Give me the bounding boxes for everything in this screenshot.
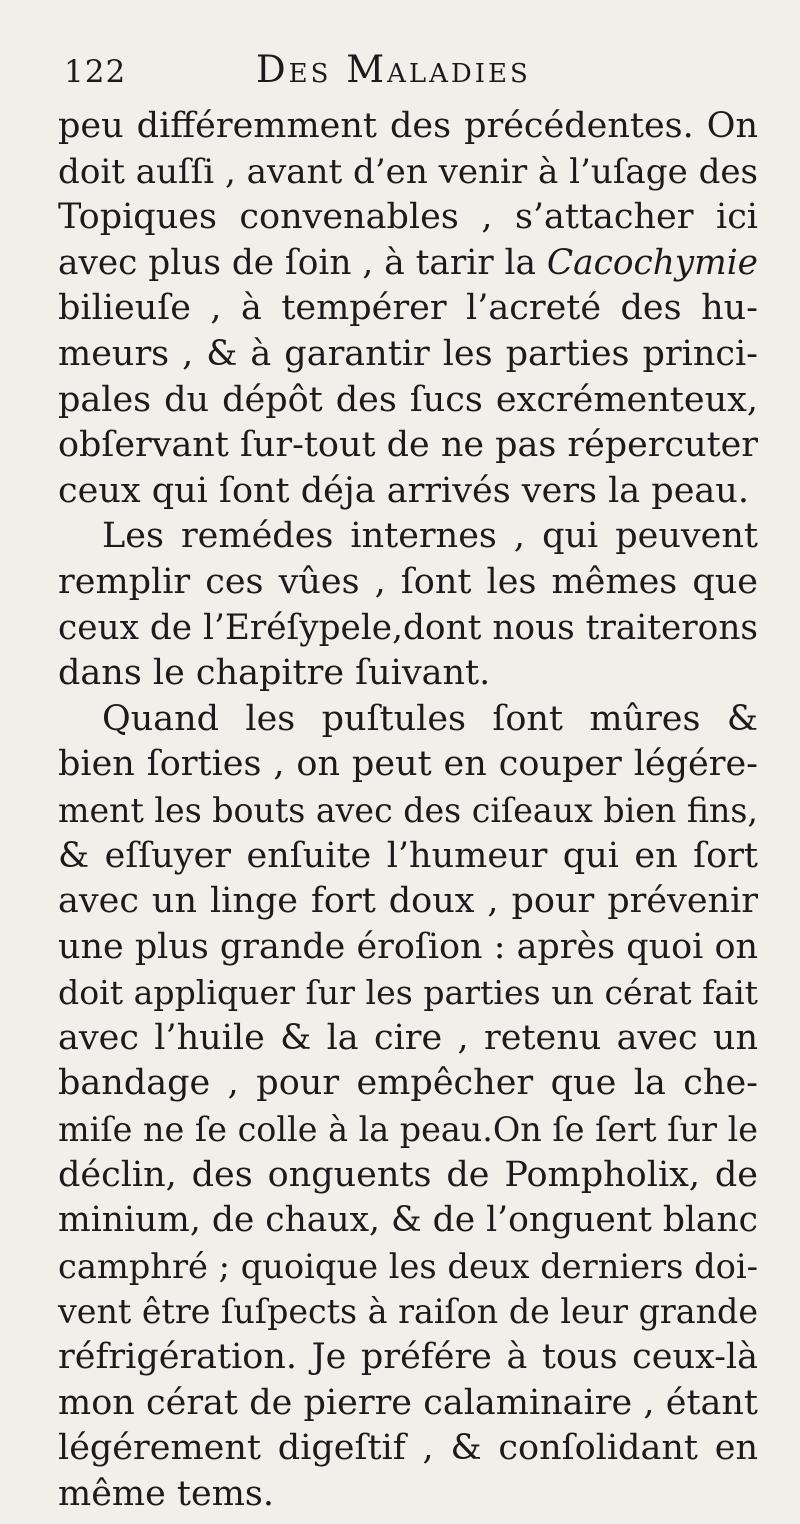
text-line: avec un linge fort doux , pour prévenir [58, 881, 758, 922]
running-title: Des Maladies [256, 48, 531, 91]
text-line: obſervant ſur-tout de ne pas répercuter [58, 425, 758, 466]
text-line: ment les bouts avec des ciſeaux bien fins, [58, 790, 758, 830]
text-line: Quand les puſtules ſont mûres & [102, 698, 758, 739]
text-line: doit auſſi , avant d’en venir à l’uſage des [58, 151, 759, 192]
text-line: miſe ne ſe colle à la peau.On ſe ſert ſur le [58, 1110, 758, 1150]
text-line: vent être ſuſpects à raiſon de leur grande [58, 1292, 758, 1332]
text-line: pales du dépôt des ſucs excrémenteux, [58, 379, 758, 420]
text-line: mon cérat de pierre calaminaire , étant [58, 1382, 758, 1423]
text-line: même tems. [58, 1473, 274, 1514]
running-head [58, 46, 758, 104]
text-line: bien ſorties , on peut en couper légére- [58, 744, 758, 785]
text-line: bandage , pour empêcher que la che- [58, 1063, 758, 1104]
text-line: avec plus de ſoin , à tarir la Cacochymie [58, 242, 758, 283]
italic-term: Cacochymie [546, 242, 758, 283]
text-line: minium, de chaux, & de l’onguent blanc [58, 1200, 758, 1241]
text-line: ceux qui ſont déja arrivés vers la peau. [58, 470, 749, 511]
text-line: meurs , & à garantir les parties princi- [58, 333, 758, 374]
page-content [58, 46, 758, 1517]
text-line: camphré ; quoique les deux derniers doi- [58, 1246, 758, 1286]
text-line: peu différemment des précédentes. On [58, 106, 758, 146]
page-number: 122 [64, 54, 127, 90]
paragraph-3 [58, 697, 758, 1518]
text-line: déclin, des onguents de Pompholix, de [58, 1154, 758, 1195]
paragraph-2 [58, 514, 758, 696]
text-line: & eſſuyer enſuite l’humeur qui en ſort [58, 835, 758, 876]
text-line: réfrigération. Je préfére à tous ceux-là [58, 1337, 758, 1378]
text-line: Topiques convenables , s’attacher ici [58, 197, 758, 238]
body-text [58, 104, 758, 1517]
text-line: dans le chapitre ſuivant. [58, 653, 491, 694]
paragraph-1 [58, 104, 758, 514]
text-line: une plus grande éroſion : après quoi on [58, 926, 758, 967]
text-line: doit appliquer ſur les parties un cérat fait [58, 973, 758, 1013]
text-line: Les remédes internes , qui peuvent [102, 516, 758, 557]
text-line: légérement digeſtif , & conſolidant en [58, 1428, 758, 1469]
text-line: remplir ces vûes , ſont les mêmes que [58, 561, 758, 602]
text-line: bilieuſe , à tempérer l’acreté des hu- [58, 288, 758, 329]
text-line: avec l’huile & la cire , retenu avec un [58, 1017, 758, 1058]
text-line: ceux de l’Eréſypele,dont nous traiterons [58, 607, 758, 648]
